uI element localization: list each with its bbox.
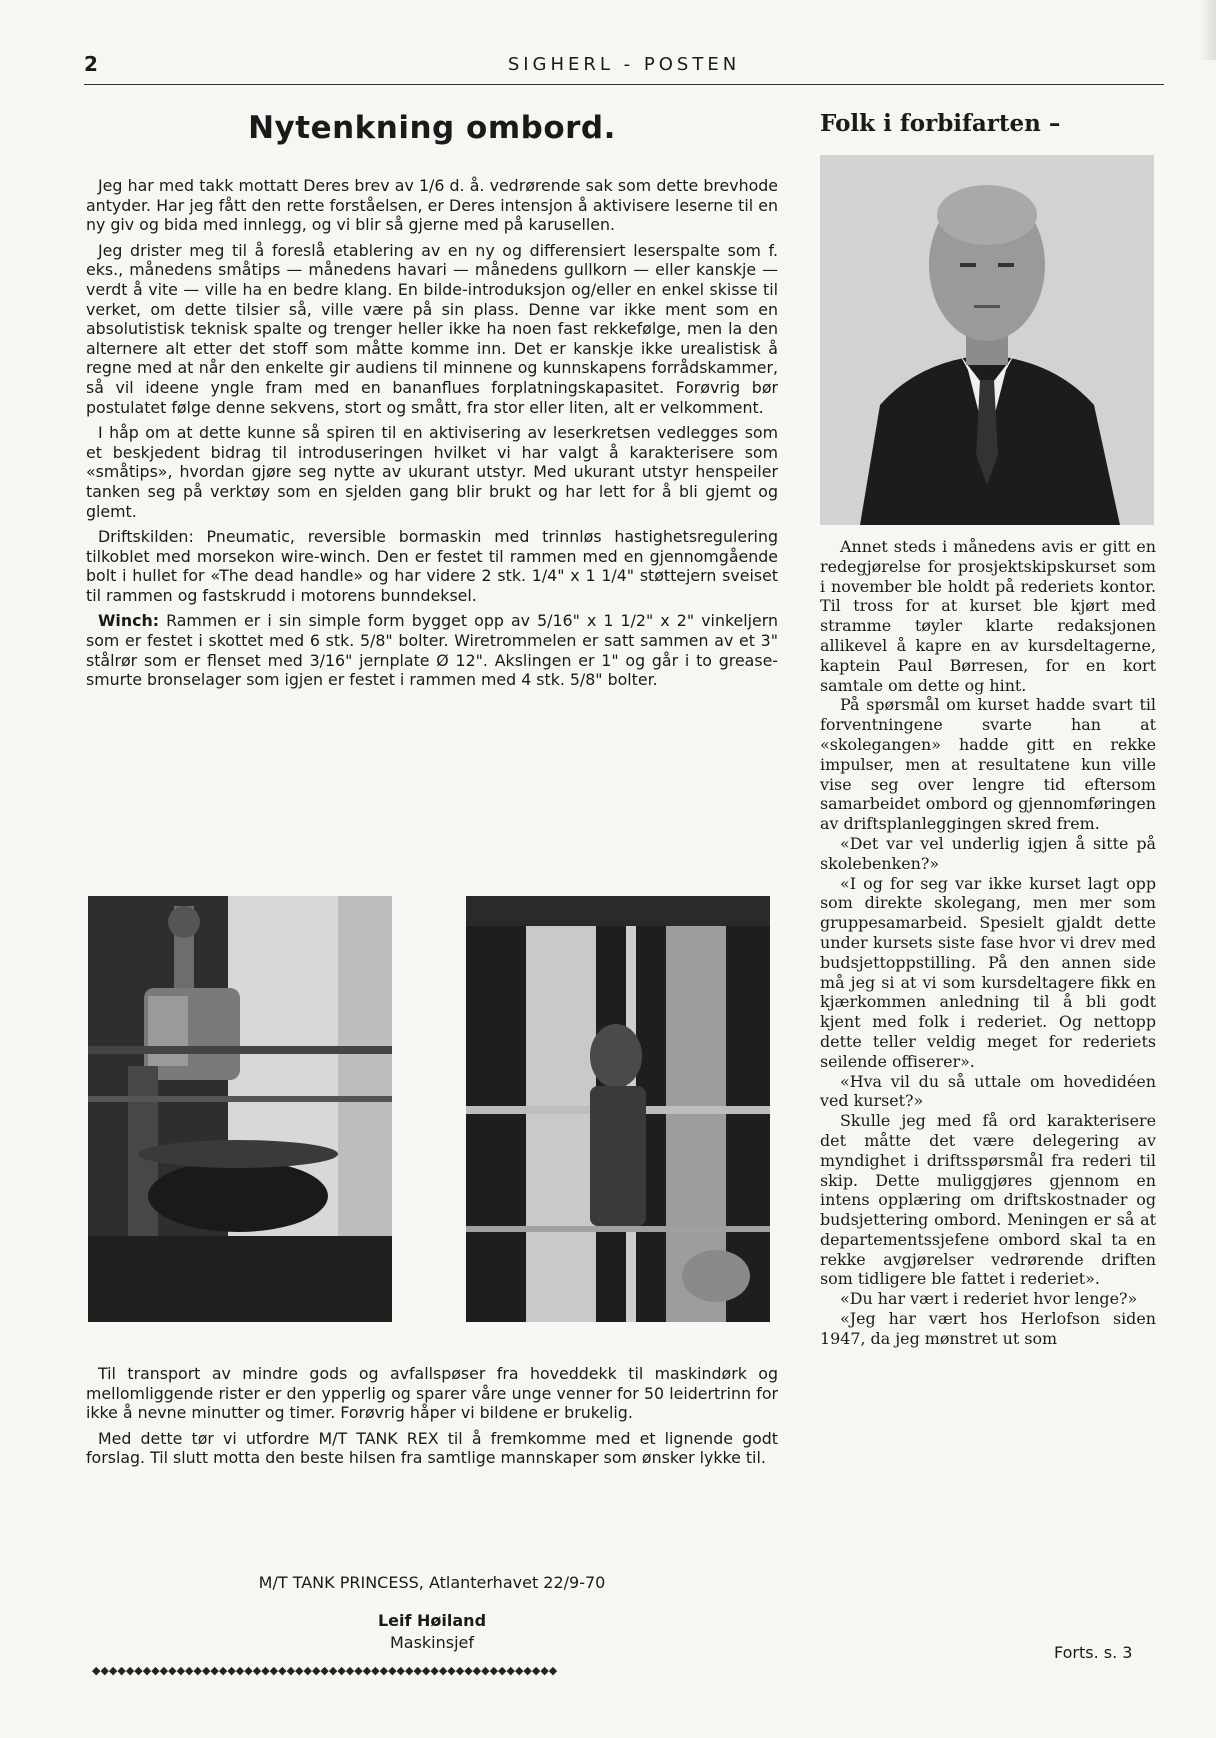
profile-paragraph: «Jeg har vært hos Herlofson siden 1947, da jeg mønstret ut som (820, 1309, 1156, 1348)
continued-note: Forts. s. 3 (1054, 1643, 1133, 1662)
profile-column (820, 110, 1156, 1349)
signature-role: Maskinsjef (389, 1633, 475, 1652)
portrait-photo (820, 155, 1154, 525)
photo-caption (86, 1364, 778, 1474)
article-body (86, 176, 778, 690)
profile-paragraph: På spørsmål om kurset hadde svart til forventningene svarte han at «skolegangen» hadde gitt en rekke impulser, men at resultatene kun ville vise seg over lengre tid eftersom samarbeidet ombord og gjennomføringen av driftsplanleggingen skred frem. (820, 695, 1156, 834)
article-paragraph-winch (86, 611, 778, 689)
profile-paragraph: Skulle jeg med få ord karakterisere det måtte det være delegering av myndighet i driftsspørsmål fra rederi til skip. Dette muliggjøres gjennom en intens opplæring om driftskostnader og budsjettering ombord. Meningen er så at departementssjefene ombord skal ta en rekke avgjørelser vedrørende driften som tidligere ble fattet i rederiet». (820, 1111, 1156, 1289)
profile-title: Folk i forbifarten – (820, 110, 1061, 137)
article-title: Nytenkning ombord. (248, 110, 616, 146)
article-paragraph: Driftskilden: Pneumatic, reversible bormaskin med trinnløs hastighetsregulering tilkoblet med morsekon wire-winch. Den er festet til rammen med en gjennomgående bolt i hullet for «The dead handle» og har videre 2 stk. 1/4" x 1 1/4" støttejern sveiset til rammen og fastskrudd i motorens bunndeksel. (86, 527, 778, 605)
caption-paragraph: Til transport av mindre gods og avfallspøser fra hoveddekk til maskindørk og mellomliggende rister er den ypperlig og sparer våre unge venner for 50 leidertrinn for ikke å nevne minutter og timer. Forøvrig håper vi bildene er brukelig. (86, 1364, 778, 1423)
header-rule (84, 84, 1164, 85)
page-number: 2 (84, 52, 98, 76)
caption-paragraph: Med dette tør vi utfordre M/T TANK REX til å fremkomme med et lignende godt forslag. Til slutt motta den beste hilsen fra samtlige mannskaper som ønsker lykke til. (86, 1428, 778, 1468)
article-paragraph: Jeg drister meg til å foreslå etablering av en ny og differensiert leserspalte som f. eks., månedens småtips — månedens havari — månedens gullkorn — eller kanskje — verdt å vite — ville ha en bedre klang. En bilde-introduksjon og/eller en enkel skisse til verket, om dette tilsier så, ville være på sin plass. Denne var ikke ment som en absolutistisk teknisk spalte og trenger heller ikke ha noen fast rekkefølge, men la den alternere alt etter det stoff som måtte komme inn. Det er kanskje ikke urealistisk å regne med at når den enkelte gir audiens til minnene og kunnskapens forrådskammer, så vil ideene yngle fram med en bananflues forplatningskapasitet. Forøvrig bør postulatet følge denne sekvens, stort og smått, fra stor eller liten, alt er velkomment. (86, 240, 778, 417)
winch-photo (88, 896, 392, 1322)
profile-paragraph: «Du har vært i rederiet hvor lenge?» (840, 1289, 1138, 1309)
signature-name: Leif Høiland (377, 1611, 487, 1630)
diamond-divider: ◆◆◆◆◆◆◆◆◆◆◆◆◆◆◆◆◆◆◆◆◆◆◆◆◆◆◆◆◆◆◆◆◆◆◆◆◆◆◆◆◆◆◆◆◆◆◆◆◆◆◆◆◆◆◆ (92, 1664, 558, 1677)
article-signature (86, 1572, 778, 1654)
engine-room-photo (466, 896, 770, 1322)
article-paragraph: Jeg har med takk mottatt Deres brev av 1/6 d. å. vedrørende sak som dette brevhode antyder. Har jeg fått den rette forståelsen, er Deres intensjon å aktivisere leserne til en ny giv og bida med innlegg, og vi blir så gjerne med på karusellen. (86, 176, 778, 235)
profile-paragraph: «Det var vel underlig igjen å sitte på skolebenken?» (820, 833, 1156, 873)
profile-paragraph: «I og for seg var ikke kurset lagt opp som direkte skolegang, men mer som gruppesamarbeid. Spesielt gjaldt dette under kursets siste fase hvor vi drev med budsjettoppstilling. På den annen side må jeg si at vi som kursdeltagere fikk en kjærkommen anledning til å bli godt kjent med folk i rederiet. Og nettopp dette teller veldig meget for rederiets seilende offiserer». (820, 873, 1156, 1071)
profile-paragraph: «Hva vil du så uttale om hovedidéen ved kurset?» (820, 1071, 1156, 1111)
winch-text: Rammen er i sin simple form bygget opp av 5/16" x 1 1/2" x 2" vinkeljern som er festet i skottet med 6 stk. 5/8" bolter. Wiretrommelen er satt sammen av et 3" stålrør som er flenset med 3/16" jernplate Ø 12". Akslingen er 1" og går i to grease-smurte bronselager som igjen er festet i rammen med 4 stk. 5/8" bolter. (86, 611, 778, 690)
newspaper-name: SIGHERL - POSTEN (507, 54, 741, 75)
scan-edge (1200, 0, 1216, 60)
article-paragraph: I håp om at dette kunne så spiren til en aktivisering av leserkretsen vedlegges som et beskjedent bidrag til introduseringen hvilket vi har valgt å karakterisere som «småtips», hvordan gjøre seg nytte av ukurant utstyr. Med ukurant utstyr henspeiler tanken seg på verktøy som en sjelden gang blir brukt og har lett for å bli gjemt og glemt. (86, 423, 778, 521)
profile-body (820, 537, 1156, 1349)
page-header (84, 52, 1164, 86)
signature-place-date: M/T TANK PRINCESS, Atlanterhavet 22/9-70 (258, 1573, 606, 1592)
article-column (86, 110, 778, 696)
profile-paragraph: Annet steds i månedens avis er gitt en redegjørelse for prosjektskipskurset som i november ble holdt på rederiets kontor. Til tross for at kurset ble kjørt med stramme tøyler klarte redaksjonen allikevel å kapre en av kursdeltagerne, kaptein Paul Børresen, for en kort samtale om dette og hint. (820, 537, 1156, 695)
winch-label: Winch: (98, 611, 160, 631)
